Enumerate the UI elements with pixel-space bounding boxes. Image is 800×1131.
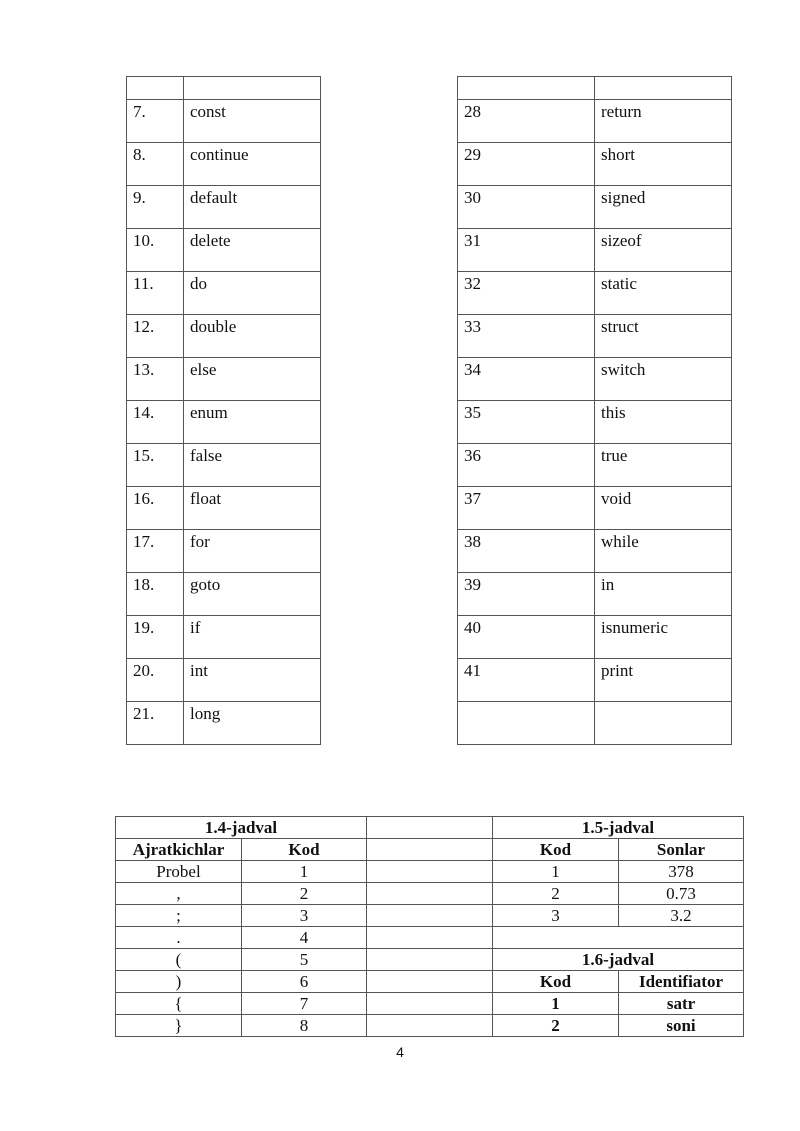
keyword-name: isnumeric <box>595 616 732 659</box>
keyword-number: 33 <box>458 315 595 358</box>
table-1-4-cell: ) <box>116 971 242 993</box>
empty-cell <box>367 927 493 949</box>
keyword-name: in <box>595 573 732 616</box>
table-1-4-title: 1.4-jadval <box>116 817 367 839</box>
table-1-6-cell: soni <box>619 1015 744 1037</box>
page-number: 4 <box>396 1044 404 1060</box>
table-row <box>127 444 321 487</box>
empty-cell <box>458 77 595 100</box>
table-row <box>458 100 732 143</box>
keyword-number: 28 <box>458 100 595 143</box>
keyword-number: 39 <box>458 573 595 616</box>
keywords-table-right <box>457 76 732 745</box>
table-row <box>127 229 321 272</box>
table-1-5-cell: 0.73 <box>619 883 744 905</box>
table-row <box>458 702 732 745</box>
keyword-name: default <box>184 186 321 229</box>
table-1-4-cell: 8 <box>242 1015 367 1037</box>
keyword-name: return <box>595 100 732 143</box>
table-row <box>458 229 732 272</box>
keyword-name: goto <box>184 573 321 616</box>
keyword-name: while <box>595 530 732 573</box>
table-1-4-header-code: Kod <box>242 839 367 861</box>
empty-cell <box>595 77 732 100</box>
keyword-name: print <box>595 659 732 702</box>
table-row <box>458 530 732 573</box>
table-top-row <box>127 77 321 100</box>
keyword-number: 17. <box>127 530 184 573</box>
empty-cell <box>184 77 321 100</box>
keyword-number: 10. <box>127 229 184 272</box>
keyword-number: 36 <box>458 444 595 487</box>
table-row <box>127 616 321 659</box>
keyword-name: signed <box>595 186 732 229</box>
table-row <box>458 315 732 358</box>
empty-cell <box>367 905 493 927</box>
table-row <box>127 401 321 444</box>
table-1-5-cell: 3 <box>493 905 619 927</box>
empty-cell <box>127 77 184 100</box>
table-1-4-cell: 3 <box>242 905 367 927</box>
keyword-number: 12. <box>127 315 184 358</box>
empty-cell <box>367 949 493 971</box>
keyword-number: 31 <box>458 229 595 272</box>
table-1-4-cell: } <box>116 1015 242 1037</box>
table-1-4-cell: Probel <box>116 861 242 883</box>
keyword-number: 21. <box>127 702 184 745</box>
table-1-6-title: 1.6-jadval <box>493 949 744 971</box>
empty-cell <box>367 1015 493 1037</box>
table-1-4-cell: 6 <box>242 971 367 993</box>
keyword-number: 15. <box>127 444 184 487</box>
table-row <box>458 659 732 702</box>
empty-cell <box>367 971 493 993</box>
keyword-name: long <box>184 702 321 745</box>
table-1-6-cell: 1 <box>493 993 619 1015</box>
table-row <box>458 401 732 444</box>
table-row <box>458 487 732 530</box>
table-1-5-header-numbers: Sonlar <box>619 839 744 861</box>
table-1-4-cell: ( <box>116 949 242 971</box>
empty-cell <box>367 861 493 883</box>
table-row <box>127 487 321 530</box>
table-1-5-cell: 2 <box>493 883 619 905</box>
table-1-4-cell: 2 <box>242 883 367 905</box>
table-1-5-title: 1.5-jadval <box>493 817 744 839</box>
table-1-4-cell: , <box>116 883 242 905</box>
keyword-number: 11. <box>127 272 184 315</box>
keyword-number: 37 <box>458 487 595 530</box>
keyword-name: float <box>184 487 321 530</box>
keyword-number: 35 <box>458 401 595 444</box>
table-row <box>458 186 732 229</box>
keyword-name: continue <box>184 143 321 186</box>
empty-cell <box>493 927 744 949</box>
table-row <box>127 358 321 401</box>
table-row <box>127 315 321 358</box>
table-1-5-cell: 378 <box>619 861 744 883</box>
keyword-name: for <box>184 530 321 573</box>
table-row <box>127 186 321 229</box>
keyword-number: 18. <box>127 573 184 616</box>
table-1-6-header-code: Kod <box>493 971 619 993</box>
keyword-name: do <box>184 272 321 315</box>
empty-cell <box>367 993 493 1015</box>
table-row <box>458 358 732 401</box>
keyword-number: 20. <box>127 659 184 702</box>
table-top-row <box>458 77 732 100</box>
keyword-number: 9. <box>127 186 184 229</box>
keyword-name: enum <box>184 401 321 444</box>
table-row <box>458 143 732 186</box>
table-row <box>127 143 321 186</box>
table-row <box>127 702 321 745</box>
table-row <box>127 272 321 315</box>
keyword-name: delete <box>184 229 321 272</box>
keyword-number: 13. <box>127 358 184 401</box>
keyword-name: double <box>184 315 321 358</box>
keyword-name: switch <box>595 358 732 401</box>
keyword-number: 40 <box>458 616 595 659</box>
keyword-number: 32 <box>458 272 595 315</box>
keyword-name: sizeof <box>595 229 732 272</box>
table-row <box>127 100 321 143</box>
keyword-name: void <box>595 487 732 530</box>
table-1-4-cell: 4 <box>242 927 367 949</box>
table-row <box>458 272 732 315</box>
empty-cell <box>367 817 493 839</box>
keyword-number: 7. <box>127 100 184 143</box>
empty-cell <box>367 839 493 861</box>
table-1-4-cell: { <box>116 993 242 1015</box>
table-row <box>127 659 321 702</box>
table-1-5-cell: 1 <box>493 861 619 883</box>
keyword-number: 38 <box>458 530 595 573</box>
bottom-tables <box>115 816 744 1037</box>
table-row <box>458 444 732 487</box>
keyword-name: if <box>184 616 321 659</box>
keyword-name: static <box>595 272 732 315</box>
table-row <box>458 616 732 659</box>
table-row <box>127 573 321 616</box>
keyword-number: 16. <box>127 487 184 530</box>
table-1-6-cell: satr <box>619 993 744 1015</box>
keyword-name: short <box>595 143 732 186</box>
keyword-name: this <box>595 401 732 444</box>
keyword-name: true <box>595 444 732 487</box>
keyword-number: 8. <box>127 143 184 186</box>
empty-cell <box>367 883 493 905</box>
table-1-5-cell: 3.2 <box>619 905 744 927</box>
table-1-6-header-identifier: Identifiator <box>619 971 744 993</box>
keyword-name: else <box>184 358 321 401</box>
keyword-name: const <box>184 100 321 143</box>
table-1-4-cell: 5 <box>242 949 367 971</box>
keyword-number: 30 <box>458 186 595 229</box>
keyword-number <box>458 702 595 745</box>
table-1-4-cell: ; <box>116 905 242 927</box>
table-1-4-cell: 7 <box>242 993 367 1015</box>
keyword-number: 14. <box>127 401 184 444</box>
table-1-6-cell: 2 <box>493 1015 619 1037</box>
table-1-5-header-code: Kod <box>493 839 619 861</box>
keyword-name <box>595 702 732 745</box>
keyword-number: 41 <box>458 659 595 702</box>
keyword-name: struct <box>595 315 732 358</box>
table-1-4-cell: 1 <box>242 861 367 883</box>
keywords-table-left <box>126 76 321 745</box>
table-1-4-cell: . <box>116 927 242 949</box>
keyword-name: int <box>184 659 321 702</box>
table-1-4-header-separators: Ajratkichlar <box>116 839 242 861</box>
keyword-number: 19. <box>127 616 184 659</box>
keyword-number: 29 <box>458 143 595 186</box>
keyword-name: false <box>184 444 321 487</box>
table-row <box>458 573 732 616</box>
table-row <box>127 530 321 573</box>
keyword-number: 34 <box>458 358 595 401</box>
